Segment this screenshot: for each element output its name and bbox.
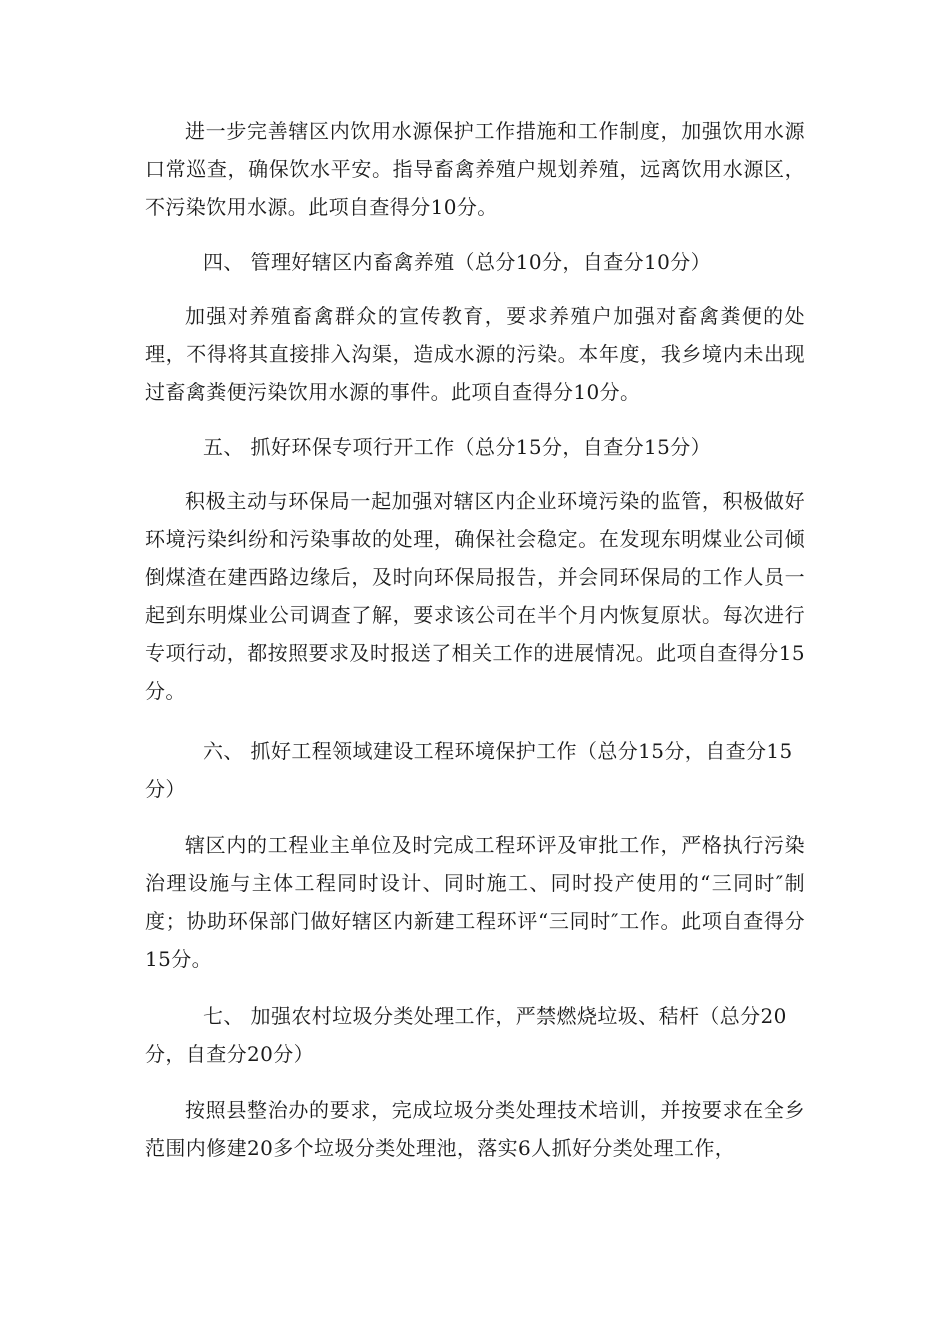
section-heading-4: 四、 管理好辖区内畜禽养殖（总分10分，自查分10分） <box>203 250 712 274</box>
section-heading-6: 六、 抓好工程领域建设工程环境保护工作（总分15分，自查分15分） <box>145 739 793 801</box>
paragraph-engineering-projects: 辖区内的工程业主单位及时完成工程环评及审批工作，严格执行污染治理设施与主体工程同时设计、同时施工、同时投产使用的“三同时″制度；协助环保部门做好辖区内新建工程环评“三同时″工作。此项自查得分15分。 <box>145 833 805 971</box>
section-heading-5: 五、 抓好环保专项行开工作（总分15分，自查分15分） <box>203 435 712 459</box>
paragraph-garbage-sorting: 按照县整治办的要求，完成垃圾分类处理技术培训，并按要求在全乡范围内修建20多个垃圾分类处理池，落实6人抓好分类处理工作， <box>145 1098 805 1160</box>
paragraph-special-action: 积极主动与环保局一起加强对辖区内企业环境污染的监管，积极做好环境污染纠纷和污染事故的处理，确保社会稳定。在发现东明煤业公司倾倒煤渣在建西路边缘后，及时向环保局报告，并会同环保局的工作人员一起到东明煤业公司调查了解，要求该公司在半个月内恢复原状。每次进行专项行动，都按照要求及时报送了相关工作的进展情况。此项自查得分15分。 <box>145 489 805 703</box>
paragraph-livestock-management: 加强对养殖畜禽群众的宣传教育，要求养殖户加强对畜禽粪便的处理，不得将其直接排入沟渠，造成水源的污染。本年度，我乡境内未出现过畜禽粪便污染饮用水源的事件。此项自查得分10分。 <box>145 304 805 404</box>
section-heading-7: 七、 加强农村垃圾分类处理工作，严禁燃烧垃圾、秸杆（总分20分，自查分20分） <box>145 1004 787 1066</box>
paragraph-water-source-protection: 进一步完善辖区内饮用水源保护工作措施和工作制度，加强饮用水源口常巡查，确保饮水平安。指导畜禽养殖户规划养殖，远离饮用水源区，不污染饮用水源。此项自查得分10分。 <box>145 119 805 219</box>
